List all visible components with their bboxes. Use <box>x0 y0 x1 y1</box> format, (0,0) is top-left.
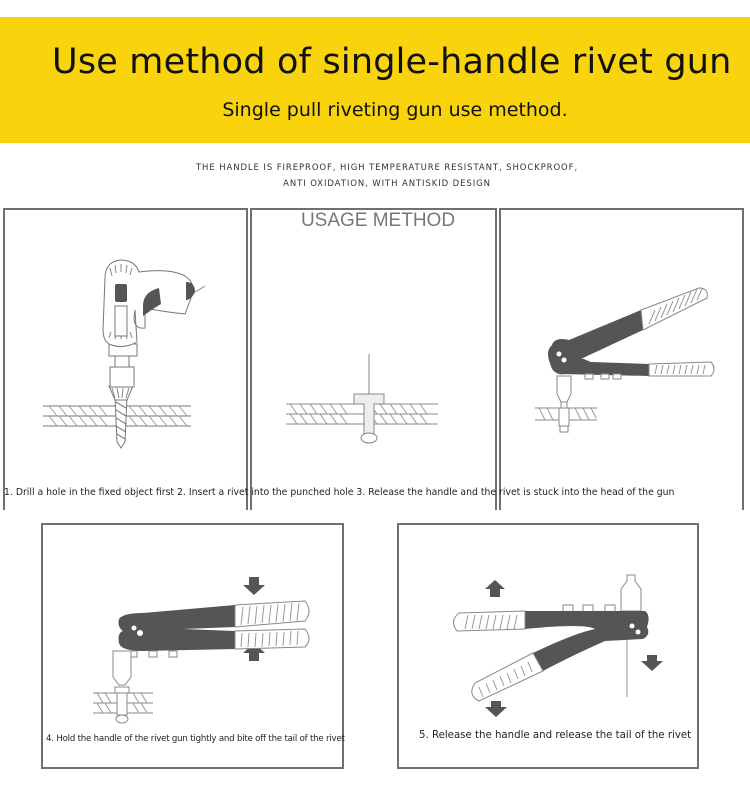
page-subtitle: Single pull riveting gun use method. <box>222 99 568 121</box>
rivet-gun-open-icon <box>501 210 742 510</box>
page-title: Use method of single-handle rivet gun <box>52 42 732 82</box>
drill-icon <box>5 210 246 510</box>
step-3-panel <box>499 208 744 510</box>
usage-method-heading: USAGE METHOD <box>300 210 456 231</box>
rivet-icon <box>252 210 495 510</box>
step-2-panel <box>250 208 497 510</box>
feature-tagline-line2: ANTI OXIDATION, WITH ANTISKID DESIGN <box>283 179 491 189</box>
step-1-panel <box>3 208 248 510</box>
step-4-caption: 4. Hold the handle of the rivet gun tightly and bite off the tail of the rivet <box>46 734 345 744</box>
step-5-panel <box>397 523 699 769</box>
title-banner <box>0 17 750 143</box>
rivet-gun-squeeze-icon <box>43 525 342 767</box>
arrow-up-icon <box>485 580 505 597</box>
top-row-caption: 1. Drill a hole in the fixed object first 2. Insert a rivet into the punched hole 3. Release the handle and the rivet is stuck into the head of the gun <box>4 487 675 498</box>
step-4-panel <box>41 523 344 769</box>
arrow-down-icon <box>243 577 265 595</box>
arrow-down-icon <box>641 655 663 671</box>
step-5-caption: 5. Release the handle and release the tail of the rivet <box>419 730 692 741</box>
arrow-down-icon <box>485 701 507 717</box>
feature-tagline-line1: THE HANDLE IS FIREPROOF, HIGH TEMPERATURE RESISTANT, SHOCKPROOF, <box>195 163 579 173</box>
